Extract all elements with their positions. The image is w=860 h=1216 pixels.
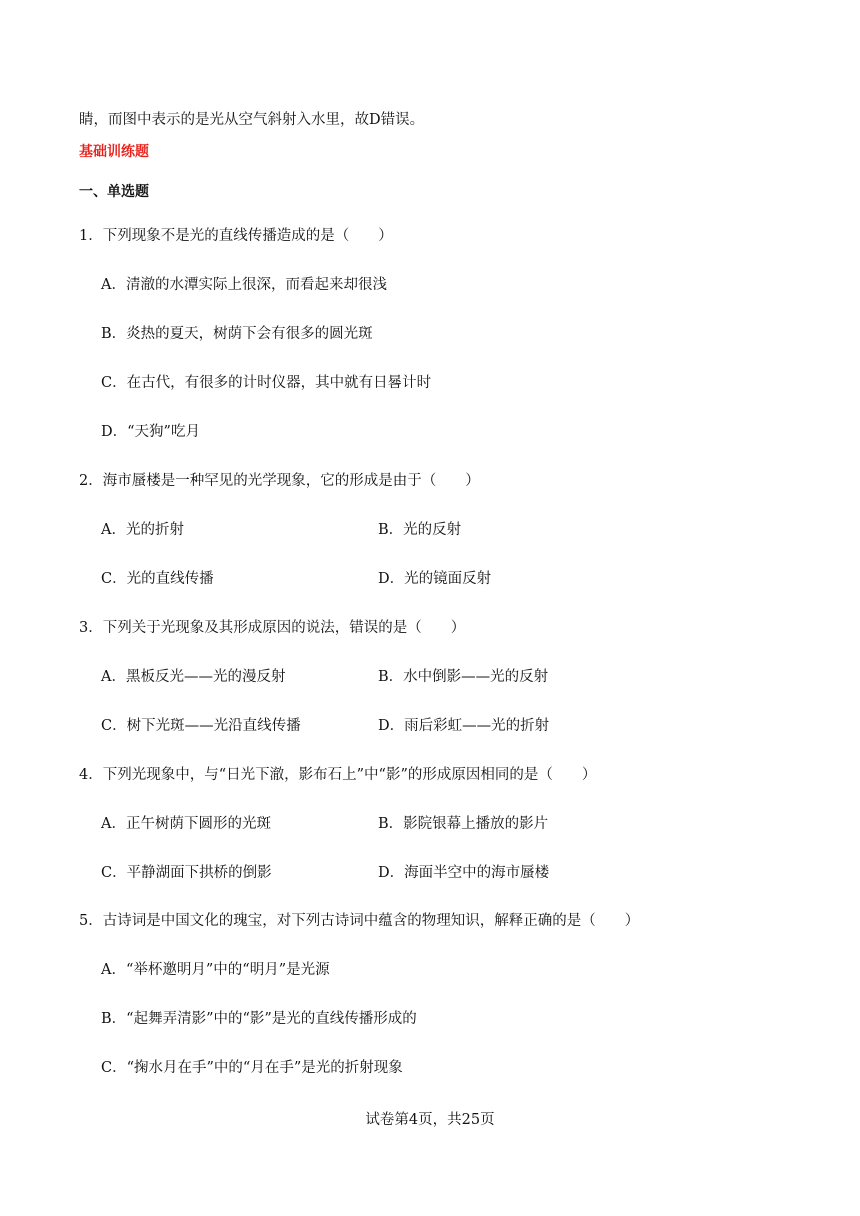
question-5-stem: 5．古诗词是中国文化的瑰宝，对下列古诗词中蕴含的物理知识，解释正确的是（ ） (79, 913, 640, 929)
question-4-option-c: C．平静湖面下拱桥的倒影 (101, 865, 272, 881)
question-4-option-b: B．影院银幕上播放的影片 (378, 816, 549, 832)
section-heading: 基础训练题 (79, 144, 149, 160)
continuation-text: 睛，而图中表示的是光从空气斜射入水里，故D错误。 (79, 112, 425, 128)
question-4-option-a: A．正午树荫下圆形的光斑 (101, 816, 271, 832)
question-2-stem: 2．海市蜃楼是一种罕见的光学现象，它的形成是由于（ ） (79, 473, 480, 489)
question-5-option-c: C．“掬水月在手”中的“月在手”是光的折射现象 (101, 1060, 403, 1076)
question-2-option-c: C．光的直线传播 (101, 571, 214, 587)
question-2-option-b: B．光的反射 (378, 522, 462, 538)
question-5-option-b: B．“起舞弄清影”中的“影”是光的直线传播形成的 (101, 1011, 417, 1027)
question-4-option-d: D．海面半空中的海市蜃楼 (378, 865, 550, 881)
question-1-option-b: B．炎热的夏天，树荫下会有很多的圆光斑 (101, 326, 373, 342)
question-5-option-a: A．“举杯邀明月”中的“明月”是光源 (101, 962, 330, 978)
question-3-option-b: B．水中倒影——光的反射 (378, 669, 549, 685)
question-4-stem: 4．下列光现象中，与“日光下澈，影布石上”中“影”的形成原因相同的是（ ） (79, 767, 597, 783)
question-1-stem: 1．下列现象不是光的直线传播造成的是（ ） (79, 228, 393, 244)
question-1-option-d: D．“天狗”吃月 (101, 424, 200, 440)
question-1-option-c: C．在古代，有很多的计时仪器，其中就有日晷计时 (101, 375, 432, 391)
question-2-option-a: A．光的折射 (101, 522, 184, 538)
question-1-option-a: A．清澈的水潭实际上很深，而看起来却很浅 (101, 277, 387, 293)
page-footer: 试卷第4页，共25页 (365, 1112, 495, 1128)
part-heading: 一、单选题 (79, 184, 149, 200)
question-3-option-d: D．雨后彩虹——光的折射 (378, 718, 550, 734)
question-3-option-c: C．树下光斑——光沿直线传播 (101, 718, 301, 734)
question-3-stem: 3．下列关于光现象及其形成原因的说法，错误的是（ ） (79, 620, 466, 636)
question-2-option-d: D．光的镜面反射 (378, 571, 492, 587)
question-3-option-a: A．黑板反光——光的漫反射 (101, 669, 286, 685)
